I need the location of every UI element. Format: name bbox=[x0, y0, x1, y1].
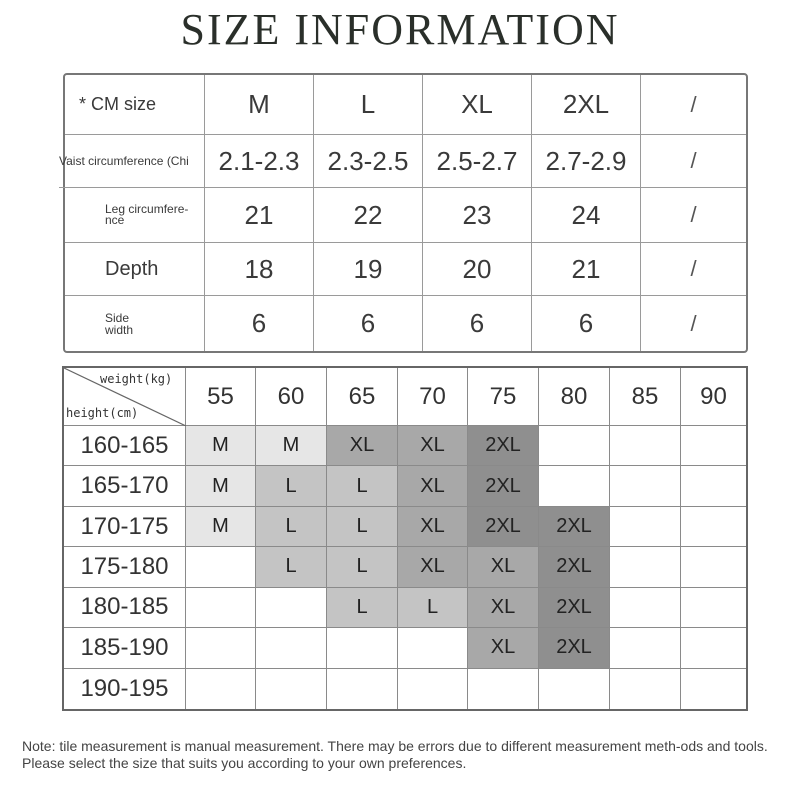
size-header-2xl: 2XL bbox=[532, 75, 641, 135]
size-cell bbox=[681, 426, 746, 466]
size-cell: 2XL bbox=[468, 507, 539, 547]
measurement-table bbox=[59, 73, 748, 353]
size-cell: 2XL bbox=[539, 628, 610, 668]
size-cell: XL bbox=[468, 628, 539, 668]
measure-cell: 6 bbox=[314, 296, 423, 351]
size-cell bbox=[186, 628, 256, 668]
size-cell bbox=[610, 547, 681, 587]
size-cell bbox=[681, 669, 746, 709]
weight-header: 85 bbox=[610, 368, 681, 426]
weight-header: 65 bbox=[327, 368, 398, 426]
size-cell: L bbox=[327, 466, 398, 506]
size-cell: L bbox=[327, 588, 398, 628]
size-cell bbox=[468, 669, 539, 709]
measure-cell: 22 bbox=[314, 188, 423, 243]
size-cell: XL bbox=[468, 588, 539, 628]
measure-cell: 6 bbox=[532, 296, 641, 351]
measure-cell: / bbox=[641, 188, 746, 243]
depth-row-label: Depth bbox=[65, 243, 205, 296]
size-cell bbox=[256, 588, 327, 628]
size-cell: L bbox=[327, 507, 398, 547]
size-cell bbox=[681, 628, 746, 668]
size-cell: M bbox=[256, 426, 327, 466]
measure-cell: 21 bbox=[532, 243, 641, 296]
size-cell bbox=[186, 588, 256, 628]
height-header: 160-165 bbox=[64, 426, 186, 466]
size-cell: XL bbox=[398, 507, 468, 547]
measure-cell: 6 bbox=[205, 296, 314, 351]
height-axis-label: height(cm) bbox=[66, 406, 139, 420]
weight-header: 75 bbox=[468, 368, 539, 426]
size-cell: M bbox=[186, 507, 256, 547]
weight-header: 90 bbox=[681, 368, 746, 426]
side-width-row-label-text: Side width bbox=[105, 310, 134, 337]
size-cell bbox=[610, 588, 681, 628]
size-cell bbox=[681, 466, 746, 506]
measure-cell: 19 bbox=[314, 243, 423, 296]
size-cell: 2XL bbox=[468, 466, 539, 506]
size-cell bbox=[539, 669, 610, 709]
measure-cell: 18 bbox=[205, 243, 314, 296]
size-cell: 2XL bbox=[468, 426, 539, 466]
size-cell bbox=[681, 588, 746, 628]
size-cell bbox=[681, 547, 746, 587]
measure-cell: / bbox=[641, 135, 746, 188]
measure-cell: 6 bbox=[423, 296, 532, 351]
height-header: 175-180 bbox=[64, 547, 186, 587]
size-cell: 2XL bbox=[539, 588, 610, 628]
note-text: Note: tile measurement is manual measurement. There may be errors due to different measurement meth-ods and tools. Please select the size that suits you according to your own preferences. bbox=[22, 738, 768, 771]
size-cell bbox=[610, 507, 681, 547]
leg-row-label-text: Leg circumfere- nce bbox=[105, 202, 189, 227]
size-cell bbox=[610, 466, 681, 506]
size-cell: 2XL bbox=[539, 507, 610, 547]
height-header: 165-170 bbox=[64, 466, 186, 506]
size-cell bbox=[398, 669, 468, 709]
size-cell: L bbox=[256, 547, 327, 587]
size-cell: L bbox=[256, 507, 327, 547]
page-title: SIZE INFORMATION bbox=[180, 5, 620, 54]
height-header: 190-195 bbox=[64, 669, 186, 709]
measure-cell: 2.5-2.7 bbox=[423, 135, 532, 188]
size-cell: L bbox=[327, 547, 398, 587]
size-cell bbox=[610, 669, 681, 709]
size-cell bbox=[610, 426, 681, 466]
size-header-m: M bbox=[205, 75, 314, 135]
measure-cell: / bbox=[690, 310, 697, 336]
size-cell bbox=[681, 507, 746, 547]
waist-row-label: Vaist circumference (Chi bbox=[59, 135, 205, 188]
weight-header: 80 bbox=[539, 368, 610, 426]
size-cell bbox=[256, 628, 327, 668]
size-cell: L bbox=[256, 466, 327, 506]
height-header: 170-175 bbox=[64, 507, 186, 547]
weight-header: 70 bbox=[398, 368, 468, 426]
size-cell bbox=[539, 426, 610, 466]
size-cell: L bbox=[398, 588, 468, 628]
height-header: 185-190 bbox=[64, 628, 186, 668]
size-cell bbox=[610, 628, 681, 668]
size-header-l: L bbox=[314, 75, 423, 135]
side-width-row-label bbox=[65, 296, 205, 351]
measure-cell: 2.7-2.9 bbox=[532, 135, 641, 188]
weight-header: 60 bbox=[256, 368, 327, 426]
measure-cell: 2.3-2.5 bbox=[314, 135, 423, 188]
measure-cell: 21 bbox=[205, 188, 314, 243]
size-cell: XL bbox=[398, 466, 468, 506]
height-header: 180-185 bbox=[64, 588, 186, 628]
measure-cell: 24 bbox=[532, 188, 641, 243]
size-cell bbox=[327, 628, 398, 668]
size-cell bbox=[398, 628, 468, 668]
size-cell: M bbox=[186, 466, 256, 506]
leg-row-label bbox=[65, 188, 205, 243]
cm-size-header: * CM size bbox=[65, 75, 205, 135]
size-cell bbox=[186, 547, 256, 587]
size-cell bbox=[256, 669, 327, 709]
measure-cell: 20 bbox=[423, 243, 532, 296]
size-cell: XL bbox=[398, 426, 468, 466]
size-chart-table bbox=[62, 366, 748, 711]
weight-header: 55 bbox=[186, 368, 256, 426]
size-cell bbox=[539, 466, 610, 506]
measure-cell: / bbox=[641, 243, 746, 296]
size-cell: M bbox=[186, 426, 256, 466]
size-header-xl: XL bbox=[423, 75, 532, 135]
size-cell: 2XL bbox=[539, 547, 610, 587]
size-cell: XL bbox=[468, 547, 539, 587]
size-cell bbox=[186, 669, 256, 709]
size-cell: XL bbox=[327, 426, 398, 466]
size-header-slash: / bbox=[641, 75, 746, 135]
size-cell bbox=[327, 669, 398, 709]
weight-axis-label: weight(kg) bbox=[100, 372, 173, 386]
size-cell: XL bbox=[398, 547, 468, 587]
corner-cell bbox=[64, 368, 186, 426]
measure-cell: 2.1-2.3 bbox=[205, 135, 314, 188]
measure-cell: 23 bbox=[423, 188, 532, 243]
